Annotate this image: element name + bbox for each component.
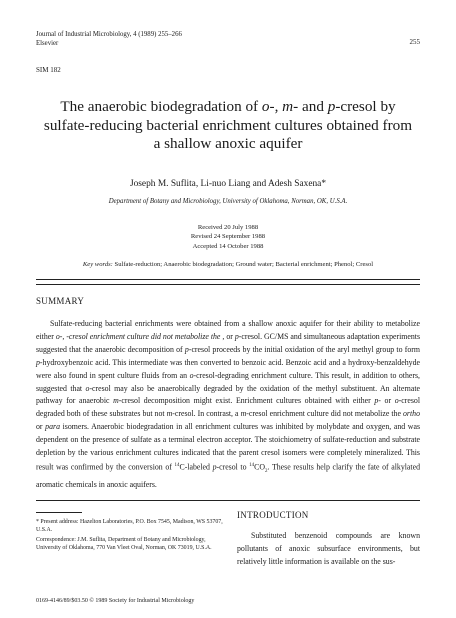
footnote-present-address: * Present address: Hazelton Laboratories, P.O. Box 7545, Madison, WS 53707, U.S.A. xyxy=(36,519,223,534)
journal-line: Journal of Industrial Microbiology, 4 (1989) 255–266 xyxy=(36,31,182,38)
sim-number: SIM 182 xyxy=(36,66,61,74)
summary-divider xyxy=(36,500,420,501)
divider-top xyxy=(36,279,420,280)
footnote-rule xyxy=(36,512,82,513)
article-title: The anaerobic biodegradation of o-, m- and p-cresol by sulfate-reducing bacterial enrichment cultures obtained from a shallow anoxic aquifer xyxy=(43,98,413,152)
page-number: 255 xyxy=(409,38,420,46)
introduction-text: Substituted benzenoid compounds are known pollutants of anoxic subsurface environments, but relatively little information is available on the sus- xyxy=(237,531,420,566)
accepted-date: Accepted 14 October 1988 xyxy=(192,242,264,250)
introduction-heading: INTRODUCTION xyxy=(237,510,309,520)
summary-text: Sulfate-reducing bacterial enrichments were obtained from a shallow anoxic aquifer for their ability to metabolize either o-, -cresol enrichment culture did not metabolize the , or p-cresol. GC/MS and simultaneous adaptation experiments suggested that the anaerobic decomposition of p-cresol proceeds by the initial oxidation of the aryl methyl group to form p-hydroxybenzoic acid. This intermediate was then converted to benzoic acid. Benzoic acid and a hydroxy-benzaldehyde were also found in spent culture fluids from an o-cresol-degrading enrichment culture. This result, in addition to others, suggested that o-cresol may also be anaerobically degraded by the oxidation of the methyl substituent. An alternate pathway for anaerobic m-cresol decomposition might exist. Enrichment cultures obtained with either p- or o-cresol degraded both of these substrates but not m-cresol. In contrast, a m-cresol enrichment culture did not metabolize the ortho or para isomers. Anaerobic biodegradation in all enrichment cultures was inhibited by molybdate and oxygen, and was dependent on the presence of sulfate as a terminal electron acceptor. The stoichiometry of sulfate-reduction and substrate depletion by the various enrichment cultures indicated that the parent cresol isomers were completely mineralized. This result was confirmed by the conversion of $^{14}$C-labeled p-cresol to $^{14}CO_2$. These results help clarify the fate of alkylated aromatic chemicals in anoxic aquifers. xyxy=(36,319,421,490)
copyright-line: 0169-4146/89/$03.50 © 1989 Society for Industrial Microbiology xyxy=(36,598,195,604)
journal-citation xyxy=(36,30,336,48)
keywords-list: Sulfate-reduction; Anaerobic biodegradation; Ground water; Bacterial enrichment; Phenol; Cresol xyxy=(112,261,374,268)
affiliation: Department of Botany and Microbiology, University of Oklahoma, Norman, OK, U.S.A. xyxy=(108,198,348,205)
divider-bottom xyxy=(36,284,420,285)
footnote-correspondence: Correspondence: J.M. Suflita, Department of Botany and Microbiology, University of Oklahoma, 770 Van Vleet Oval, Norman, OK 73019, U.S.A. xyxy=(36,536,212,552)
keywords-label: Key words: xyxy=(82,261,113,268)
authors: Joseph M. Suflita, Li-nuo Liang and Adesh Saxena* xyxy=(129,179,327,189)
keywords xyxy=(40,261,416,268)
summary-heading: SUMMARY xyxy=(36,296,85,306)
submission-dates xyxy=(40,223,416,251)
footnotes xyxy=(36,518,226,554)
received-date: Received 20 July 1988 xyxy=(197,224,259,231)
revised-date: Revised 24 September 1988 xyxy=(190,233,266,241)
publisher-line: Elsevier xyxy=(36,40,59,47)
